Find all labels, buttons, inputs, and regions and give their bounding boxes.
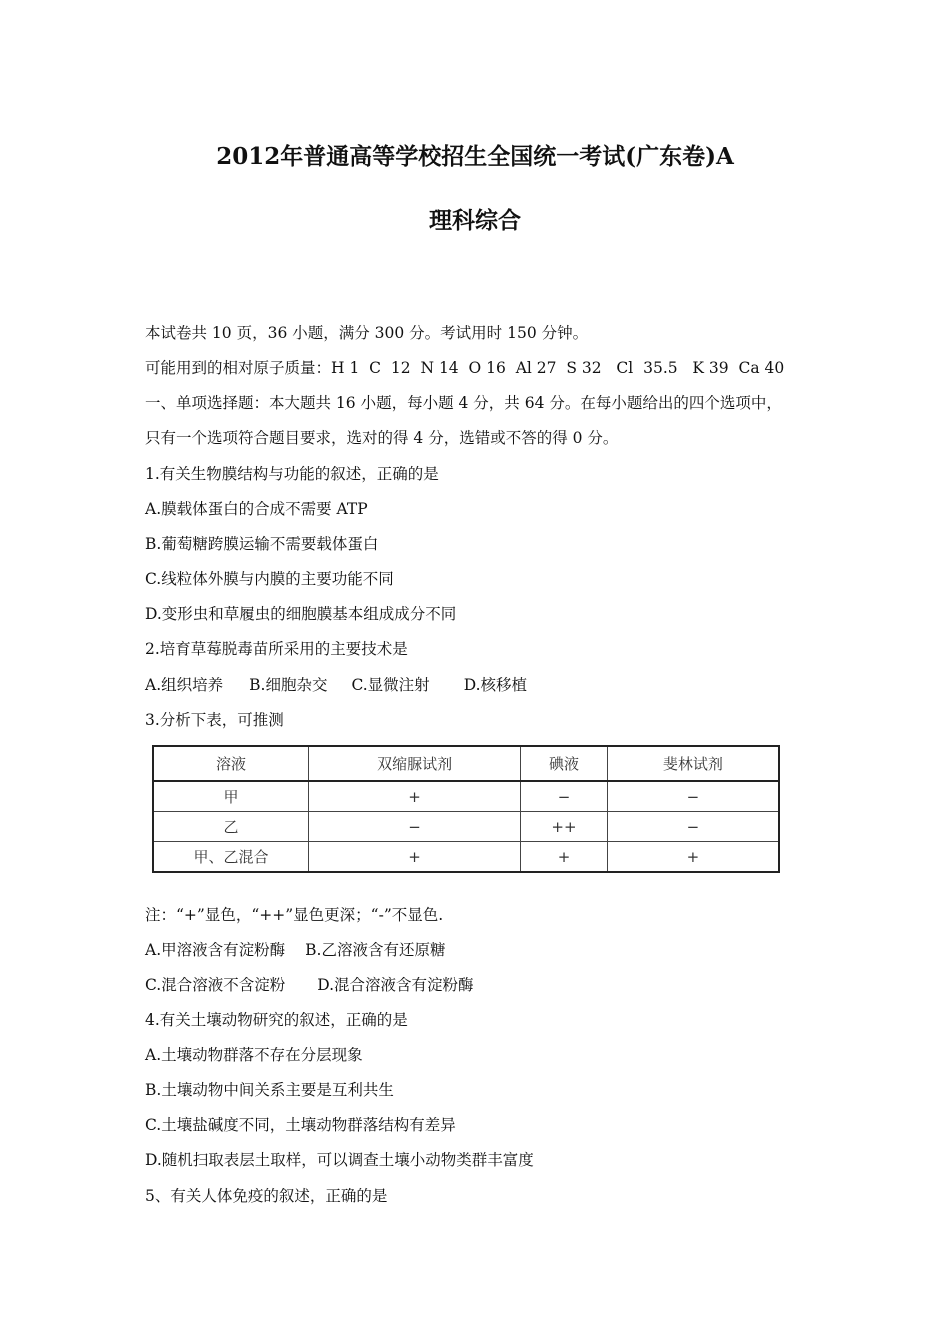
table-header-cell: 溶液 xyxy=(153,746,309,781)
table-cell: − xyxy=(309,812,521,842)
q3-option-a: A.甲溶液含有淀粉酶 xyxy=(145,941,286,959)
q3-option-d: D.混合溶液含有淀粉酶 xyxy=(317,976,474,994)
table-header-cell: 碘液 xyxy=(521,746,608,781)
q3-stem: 3.分析下表，可推测 xyxy=(145,711,284,729)
table-cell: + xyxy=(521,842,608,873)
q2-option-a: A.组织培养 xyxy=(145,676,224,694)
q2-stem: 2.培育草莓脱毒苗所采用的主要技术是 xyxy=(145,640,408,658)
table-cell: 甲、乙混合 xyxy=(153,842,309,873)
table-header-row xyxy=(153,746,779,781)
table-cell: − xyxy=(607,781,779,812)
table-header-cell: 双缩脲试剂 xyxy=(309,746,521,781)
q3-options-row-2 xyxy=(145,973,474,995)
q4-stem: 4.有关土壤动物研究的叙述，正确的是 xyxy=(145,1011,408,1029)
q4-option-d: D.随机扫取表层土取样，可以调查土壤小动物类群丰富度 xyxy=(145,1151,534,1169)
q2-option-b: B.细胞杂交 xyxy=(249,676,328,694)
q1-option-c: C.线粒体外膜与内膜的主要功能不同 xyxy=(145,570,394,588)
q3-option-c: C.混合溶液不含淀粉 xyxy=(145,976,286,994)
table-cell: + xyxy=(309,781,521,812)
q1-option-a: A.膜载体蛋白的合成不需要 ATP xyxy=(145,500,368,518)
q1-stem: 1.有关生物膜结构与功能的叙述，正确的是 xyxy=(145,465,439,483)
exam-title: 2012年普通高等学校招生全国统一考试(广东卷)A xyxy=(216,143,734,170)
q1-option-b: B.葡萄糖跨膜运输不需要载体蛋白 xyxy=(145,535,379,553)
q2-option-c: C.显微注射 xyxy=(351,676,430,694)
q4-option-b: B.土壤动物中间关系主要是互利共生 xyxy=(145,1081,394,1099)
q3-options-row-1 xyxy=(145,938,445,960)
table-cell: 甲 xyxy=(153,781,309,812)
section-instructions-1: 一、单项选择题：本大题共 16 小题，每小题 4 分，共 64 分。在每小题给出的四个选项中， xyxy=(145,394,782,412)
q2-options xyxy=(145,673,527,695)
q2-option-d: D.核移植 xyxy=(463,676,528,694)
table-cell: ++ xyxy=(521,812,608,842)
table-cell: − xyxy=(521,781,608,812)
table-row xyxy=(153,842,779,873)
q4-option-a: A.土壤动物群落不存在分层现象 xyxy=(145,1046,363,1064)
q3-table-note: 注：“+”显色，“++”显色更深；“-”不显色. xyxy=(145,906,444,924)
table-row xyxy=(153,781,779,812)
table-cell: + xyxy=(607,842,779,873)
q4-option-c: C.土壤盐碱度不同，土壤动物群落结构有差异 xyxy=(145,1116,456,1134)
section-instructions-2: 只有一个选项符合题目要求，选对的得 4 分，选错或不答的得 0 分。 xyxy=(145,429,619,447)
table-row xyxy=(153,812,779,842)
exam-subtitle: 理科综合 xyxy=(429,207,521,234)
intro-line-pages: 本试卷共 10 页，36 小题，满分 300 分。考试用时 150 分钟。 xyxy=(145,324,589,342)
intro-line-atomic-mass: 可能用到的相对原子质量：H 1 C 12 N 14 O 16 Al 27 S 32 Cl 35.5 K 39 Ca 40 xyxy=(145,359,785,377)
q3-option-b: B.乙溶液含有还原糖 xyxy=(305,941,446,959)
table-cell: 乙 xyxy=(153,812,309,842)
table-header-cell: 斐林试剂 xyxy=(607,746,779,781)
table-cell: + xyxy=(309,842,521,873)
table-cell: − xyxy=(607,812,779,842)
reagent-table xyxy=(152,745,780,873)
q1-option-d: D.变形虫和草履虫的细胞膜基本组成成分不同 xyxy=(145,605,457,623)
q5-stem: 5、有关人体免疫的叙述，正确的是 xyxy=(145,1187,388,1205)
